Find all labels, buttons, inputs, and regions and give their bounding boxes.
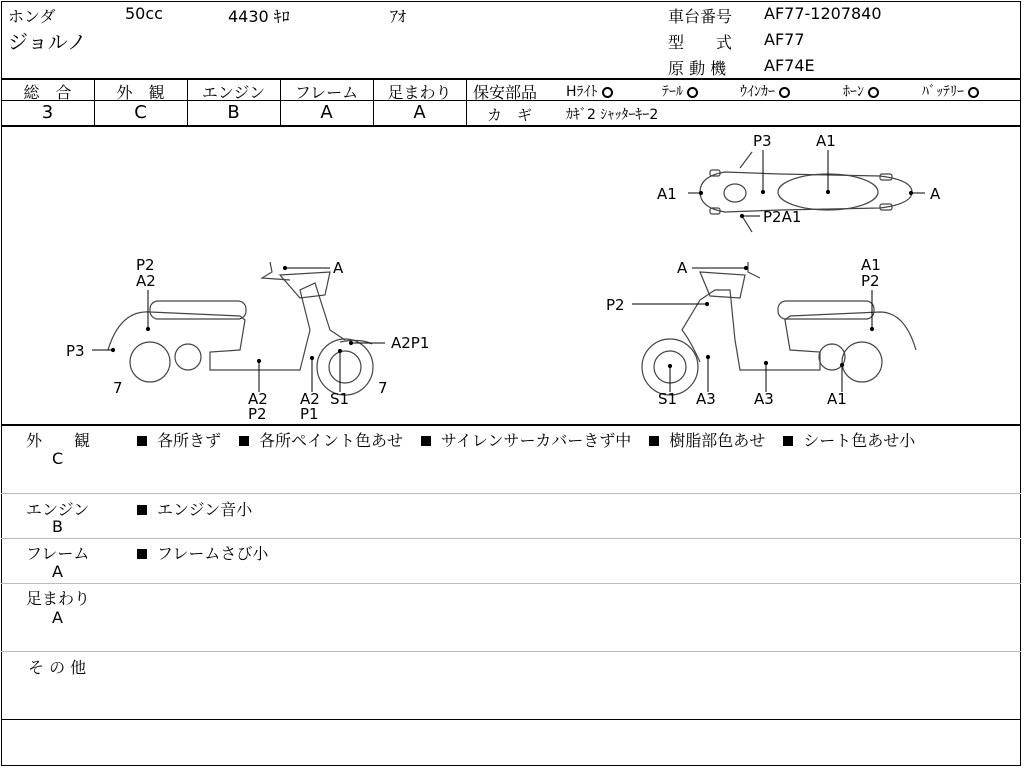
remark-grade-suspension: A xyxy=(52,608,63,627)
safety-label: 保安部品 xyxy=(473,83,538,102)
bullet-square-icon xyxy=(239,436,249,446)
diagram-label: S1 xyxy=(330,390,350,408)
ok-circle-icon xyxy=(968,87,979,98)
remarks-divider xyxy=(1,538,1021,539)
safety-item-headlight xyxy=(566,81,613,101)
grade-value-exterior: C xyxy=(134,102,147,123)
bullet-square-icon xyxy=(783,436,793,446)
remark-item: サイレンサーカバーきず中 xyxy=(441,431,632,450)
diagram-label: P3 xyxy=(66,342,85,360)
bullet-square-icon xyxy=(137,549,147,559)
key-label: カ ギ xyxy=(487,106,533,124)
bullet-square-icon xyxy=(421,436,431,446)
safety-item-winker xyxy=(740,81,790,101)
diagram-label: P2 xyxy=(248,405,267,423)
key-value: ｶｷﾞ2 ｼｬｯﾀｰｷｰ2 xyxy=(566,107,659,123)
remarks-bottom-line xyxy=(1,719,1021,720)
diagram-label: P1 xyxy=(300,405,319,423)
remark-item: 樹脂部色あせ xyxy=(669,431,766,450)
remarks-divider xyxy=(1,651,1021,652)
remark-category-frame: フレーム xyxy=(26,544,90,563)
remark-item: エンジン音小 xyxy=(157,500,253,519)
grade-bottom-line xyxy=(1,125,1021,127)
engine-model-label: 原 動 機 xyxy=(668,59,727,78)
engine-model-value: AF74E xyxy=(764,56,815,75)
remark-item: 各所きず xyxy=(157,431,222,450)
diagram-label: P2 xyxy=(861,272,880,290)
diagram-label: P2A1 xyxy=(763,208,802,226)
remark-category-suspension: 足まわり xyxy=(26,589,91,608)
grade-label-frame: フレーム xyxy=(294,83,359,102)
grade-value-overall: 3 xyxy=(41,102,54,123)
diagram-label: A3 xyxy=(754,390,774,408)
safety-item-name: ﾃｰﾙ xyxy=(662,84,683,100)
diagram-label: A3 xyxy=(696,390,716,408)
safety-item-name: ﾊﾞｯﾃﾘｰ xyxy=(922,84,964,100)
safety-item-name: Hﾗｲﾄ xyxy=(566,84,598,100)
safety-item-tail xyxy=(662,81,698,101)
chassis-value: AF77-1207840 xyxy=(764,4,882,23)
grade-divider-5 xyxy=(466,79,467,125)
diagram-label: A1 xyxy=(657,185,677,203)
remark-category-engine: エンジン xyxy=(26,500,90,519)
remark-item: 各所ペイント色あせ xyxy=(259,431,404,450)
safety-item-name: ｳｲﾝｶｰ xyxy=(740,84,775,100)
remark-grade-engine: B xyxy=(52,517,63,536)
safety-item-name: ﾎｰﾝ xyxy=(843,84,864,100)
safety-item-battery xyxy=(922,81,979,101)
mileage: 4430 ｷﾛ xyxy=(228,7,290,26)
diagram-label: A xyxy=(677,259,688,277)
diagram-label: A2 xyxy=(300,390,320,408)
grade-label-engine: エンジン xyxy=(201,83,266,102)
model-name: ジョルノ xyxy=(8,30,87,54)
grade-value-frame: A xyxy=(320,102,333,123)
diagram-label: 7 xyxy=(378,379,388,397)
diagram-label: A2P1 xyxy=(391,334,430,352)
maker: ホンダ xyxy=(8,7,56,26)
remark-items-engine xyxy=(137,497,252,520)
chassis-label: 車台番号 xyxy=(668,7,733,26)
remark-category-other: そ の 他 xyxy=(28,658,87,677)
diagram-label: A2 xyxy=(248,390,268,408)
bullet-square-icon xyxy=(649,436,659,446)
grade-label-suspension: 足まわり xyxy=(387,83,452,102)
diagram-label: P3 xyxy=(753,132,772,150)
diagram-label: A2 xyxy=(136,272,156,290)
diagram-label: A xyxy=(930,185,941,203)
safety-item-horn xyxy=(843,81,879,101)
ok-circle-icon xyxy=(687,87,698,98)
diagram-label: P2 xyxy=(136,256,155,274)
displacement: 50cc xyxy=(125,4,163,23)
diagram-label: A1 xyxy=(861,256,881,274)
diagram-label: A1 xyxy=(816,132,836,150)
remark-item: シート色あせ小 xyxy=(803,431,916,450)
diagram-label: A1 xyxy=(827,390,847,408)
grade-label-exterior: 外 観 xyxy=(116,83,165,102)
body-color: ｱｵ xyxy=(390,7,407,26)
type-value: AF77 xyxy=(764,30,805,49)
type-label: 型 式 xyxy=(668,33,733,52)
grade-value-engine: B xyxy=(227,102,240,123)
remark-grade-frame: A xyxy=(52,562,63,581)
bullet-square-icon xyxy=(137,436,147,446)
grade-label-overall: 総 合 xyxy=(23,83,72,102)
remark-items-exterior xyxy=(137,428,915,451)
remark-grade-exterior: C xyxy=(52,449,64,468)
bullet-square-icon xyxy=(137,505,147,515)
remarks-divider xyxy=(1,493,1021,494)
diagram-label: 7 xyxy=(113,379,123,397)
diagram-label: A xyxy=(333,259,344,277)
remarks-top-line xyxy=(1,424,1021,426)
ok-circle-icon xyxy=(868,87,879,98)
remark-category-exterior: 外 観 xyxy=(26,431,91,450)
remark-item: フレームさび小 xyxy=(157,544,269,563)
remark-items-frame xyxy=(137,541,268,564)
diagram-label: S1 xyxy=(658,390,678,408)
remarks-divider xyxy=(1,583,1021,584)
ok-circle-icon xyxy=(779,87,790,98)
diagram-label: P2 xyxy=(606,296,625,314)
ok-circle-icon xyxy=(602,87,613,98)
grade-value-suspension: A xyxy=(413,102,426,123)
